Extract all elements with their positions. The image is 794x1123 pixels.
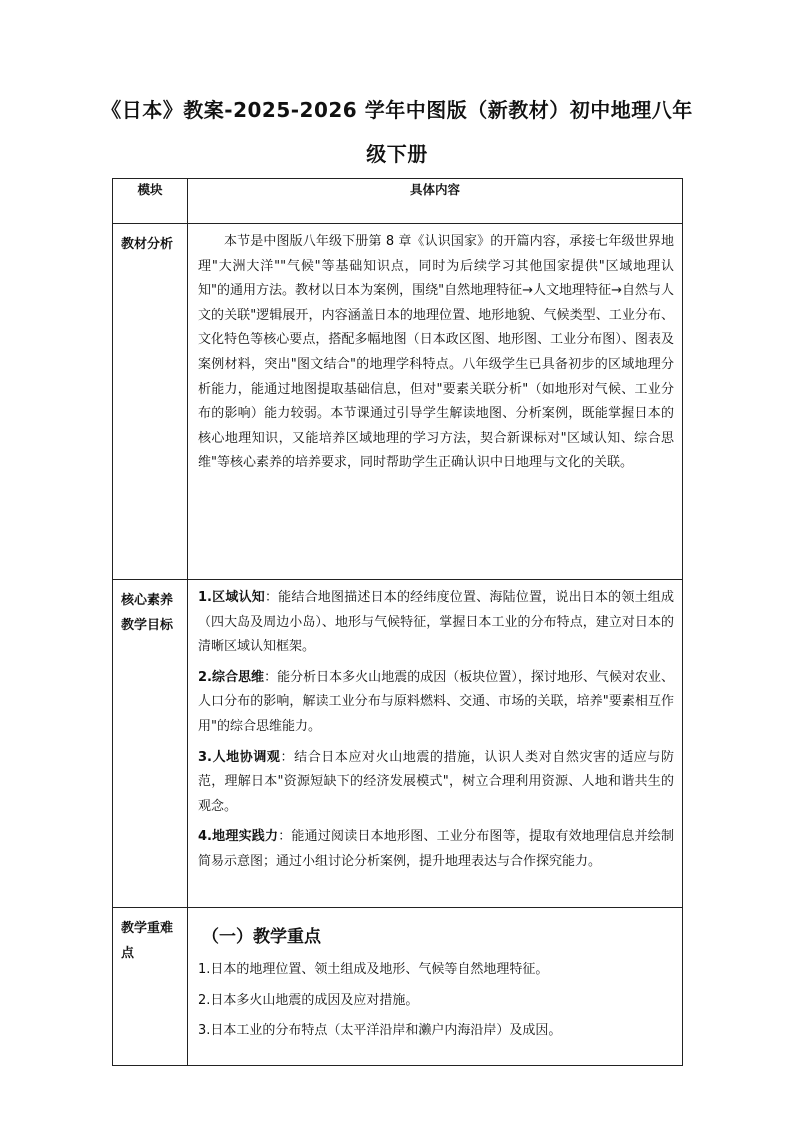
objective-item <box>198 746 674 820</box>
table-header-row <box>113 179 683 224</box>
objective-text: ：能通过阅读日本地形图、工业分布图等，提取有效地理信息并绘制简易示意图；通过小组讨论分析案例，提升地理表达与合作探究能力。 <box>198 829 674 869</box>
key-point-item: 3.日本工业的分布特点（太平洋沿岸和濑户内海沿岸）及成因。 <box>198 1023 562 1039</box>
objective-head: 4.地理实践力 <box>198 829 279 845</box>
document-title: 《日本》教案-2025-2026 学年中图版（新教材）初中地理八年级下册 <box>101 98 693 166</box>
textbook-analysis-paragraph: 本节是中图版八年级下册第 8 章《认识国家》的开篇内容，承接七年级世界地理"大洲大洋""气候"等基础知识点，同时为后续学习其他国家提供"区域地理认知"的通用方法。教材以日本为案例，围绕"自然地理特征→人文地理特征→自然与人文的关联"逻辑展开，内容涵盖日本的地理位置、地形地貌、气候类型、工业分布、文化特色等核心要点，搭配多幅地图（日本政区图、地形图、工业分布图）、图表及案例材料，突出"图文结合"的地理学科特点。八年级学生已具备初步的区域地理分析能力，能通过地图提取基础信息，但对"要素关联分析"（如地形对气候、工业分布的影响）能力较弱。本节课通过引导学生解读地图、分析案例，既能掌握日本的核心地理知识，又能培养区域地理的学习方法，契合新课标对"区域认知、综合思维"等核心素养的培养要求，同时帮助学生正确认识中日地理与文化的关联。 <box>198 234 674 471</box>
objective-head: 2.综合思维 <box>198 669 265 685</box>
row-label-key-difficult-points: 教学重难点 <box>113 908 188 1066</box>
textbook-analysis-content <box>188 224 683 580</box>
table-row <box>113 580 683 908</box>
key-points-subheading: （一）教学重点 <box>202 927 321 947</box>
key-point-item: 2.日本多火山地震的成因及应对措施。 <box>198 992 419 1008</box>
objective-item <box>198 825 674 874</box>
objective-item <box>198 586 674 660</box>
row-label-textbook-analysis: 教材分析 <box>113 224 188 580</box>
key-points-content <box>188 908 683 1066</box>
table-row <box>113 224 683 580</box>
header-module: 模块 <box>113 179 188 224</box>
table-row <box>113 908 683 1066</box>
objective-text: ：结合日本应对火山地震的措施，认识人类对自然灾害的适应与防范，理解日本"资源短缺下的经济发展模式"，树立合理利用资源、人地和谐共生的观念。 <box>198 749 674 814</box>
objective-item <box>198 666 674 740</box>
row-label-core-objectives: 核心素养教学目标 <box>113 580 188 908</box>
header-content: 具体内容 <box>188 179 683 224</box>
lesson-plan-table <box>112 178 683 1066</box>
key-point-item: 1.日本的地理位置、领土组成及地形、气候等自然地理特征。 <box>198 962 549 977</box>
objective-text: ：能分析日本多火山地震的成因（板块位置），探讨地形、气候对农业、人口分布的影响，解读工业分布与原料燃料、交通、市场的关联，培养"要素相互作用"的综合思维能力。 <box>198 669 674 734</box>
objective-text: ：能结合地图描述日本的经纬度位置、海陆位置，说出日本的领土组成（四大岛及周边小岛）、地形与气候特征，掌握日本工业的分布特点，建立对日本的清晰区域认知框架。 <box>198 590 674 655</box>
objective-head: 3.人地协调观 <box>198 749 281 765</box>
core-objectives-content <box>188 580 683 908</box>
objective-head: 1.区域认知 <box>198 590 265 605</box>
